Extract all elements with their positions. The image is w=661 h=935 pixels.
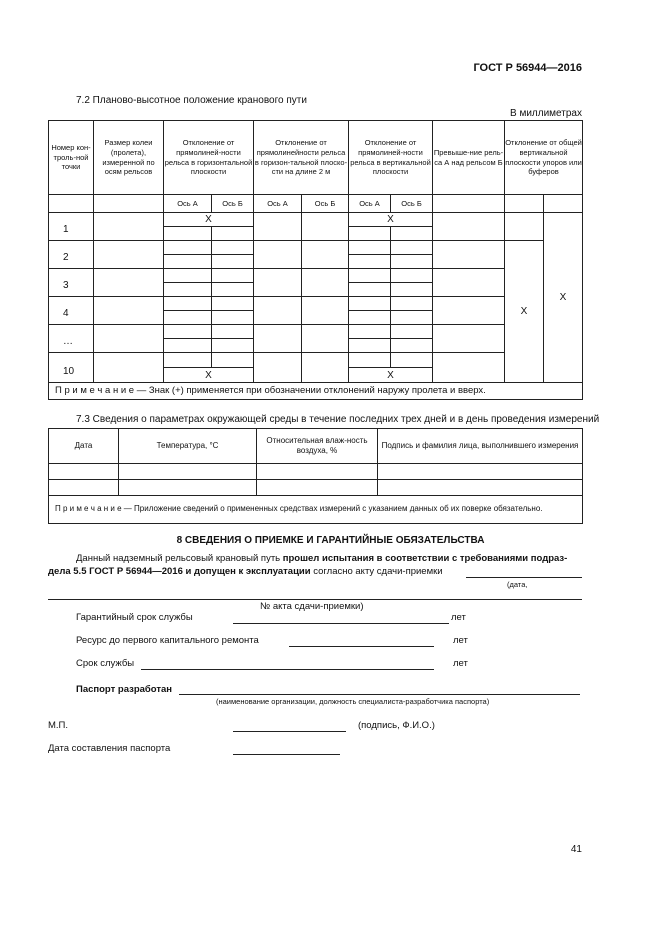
- sub-header-axis-a: Ось А: [349, 195, 391, 213]
- section-8-title: 8 СВЕДЕНИЯ О ПРИЕМКЕ И ГАРАНТИЙНЫЕ ОБЯЗАТЕЛЬСТВА: [176, 535, 485, 546]
- warranty-label: Гарантийный срок службы: [76, 612, 193, 623]
- col-header-date: Дата: [49, 429, 119, 464]
- document-code: ГОСТ Р 56944—2016: [473, 62, 582, 74]
- acceptance-paragraph-line1: Данный надземный рельсовый крановый путь прошел испытания в соответствии с требованиями подраз-: [76, 553, 568, 564]
- act-number-field[interactable]: [48, 599, 582, 600]
- col-header-vertical: Отклонение от прямолиней-ности рельса в вертикальной плоскости: [349, 121, 433, 195]
- seal-label: М.П.: [48, 720, 69, 731]
- na-mark: X: [349, 368, 433, 383]
- col-header-point: Номер кон-троль-ной точки: [49, 121, 94, 195]
- act-number-hint: № акта сдачи-приемки): [260, 601, 364, 612]
- page-number: 41: [570, 844, 582, 855]
- na-mark: X: [505, 241, 544, 383]
- col-header-gauge: Размер колеи (пролета), измеренной по осям рельсов: [94, 121, 164, 195]
- section-7-3-title: 7.3 Сведения о параметрах окружающей среды в течение последних трех дней и в день проведения измерений: [76, 414, 600, 425]
- sub-header-axis-a: Ось А: [254, 195, 302, 213]
- sub-header-axis-a: Ось А: [164, 195, 212, 213]
- table-note: П р и м е ч а н и е — Приложение сведений о примененных средствах измерений с указанием данных об их поверке обязательно.: [49, 496, 583, 524]
- passport-date-field[interactable]: [233, 754, 340, 755]
- col-header-elevation: Превыше-ние рель-са А над рельсом Б: [433, 121, 505, 195]
- environment-table: [48, 428, 583, 524]
- signature-hint: (подпись, Ф.И.О.): [358, 720, 435, 731]
- col-header-humidity: Относительная влаж-ность воздуха, %: [257, 429, 378, 464]
- passport-developer-field[interactable]: [179, 694, 580, 695]
- na-mark: X: [544, 213, 583, 383]
- passport-date-label: Дата составления паспорта: [48, 743, 171, 754]
- years-label: лет: [451, 612, 466, 623]
- date-hint: (дата,: [507, 580, 528, 589]
- acceptance-paragraph-line2: дела 5.5 ГОСТ Р 56944—2016 и допущен к эксплуатации согласно акту сдачи-приемки: [48, 566, 443, 577]
- table-note: П р и м е ч а н и е — Знак (+) применяется при обозначении отклонений наружу пролета и вверх.: [49, 383, 583, 400]
- passport-developer-label: Паспорт разработан: [76, 684, 173, 695]
- point-number: 4: [49, 297, 94, 325]
- signature-field[interactable]: [233, 731, 346, 732]
- service-life-field[interactable]: [141, 669, 434, 670]
- col-header-horizontal-2m: Отклонение от прямолинейности рельса в горизон-тальной плоско-сти на длине 2 м: [254, 121, 349, 195]
- point-number: …: [49, 325, 94, 353]
- units-label: В миллиметрах: [510, 108, 582, 119]
- na-mark: X: [349, 213, 433, 227]
- na-mark: X: [164, 213, 254, 227]
- sub-header-axis-b: Ось Б: [212, 195, 254, 213]
- point-number: 1: [49, 213, 94, 241]
- na-mark: X: [164, 368, 254, 383]
- col-header-stops: Отклонение от общей вертикальной плоскости упоров или буферов: [505, 121, 583, 195]
- col-header-temperature: Температура, °С: [119, 429, 257, 464]
- passport-developer-hint: (наименование организации, должность специалиста-разработчика паспорта): [216, 697, 490, 706]
- warranty-field[interactable]: [233, 623, 449, 624]
- point-number: 10: [49, 353, 94, 383]
- resource-label: Ресурс до первого капитального ремонта: [76, 635, 259, 646]
- col-header-signature: Подпись и фамилия лица, выполнившего измерения: [378, 429, 583, 464]
- point-number: 3: [49, 269, 94, 297]
- section-7-2-title: 7.2 Планово-высотное положение кранового пути: [76, 95, 307, 106]
- crane-track-table: [48, 120, 583, 400]
- act-date-field[interactable]: [466, 577, 582, 578]
- point-number: 2: [49, 241, 94, 269]
- years-label: лет: [453, 658, 468, 669]
- service-life-label: Срок службы: [76, 658, 135, 669]
- resource-field[interactable]: [289, 646, 434, 647]
- col-header-horizontal: Отклонение от прямолиней-ности рельса в горизонтальной плоскости: [164, 121, 254, 195]
- sub-header-axis-b: Ось Б: [391, 195, 433, 213]
- years-label: лет: [453, 635, 468, 646]
- sub-header-axis-b: Ось Б: [302, 195, 349, 213]
